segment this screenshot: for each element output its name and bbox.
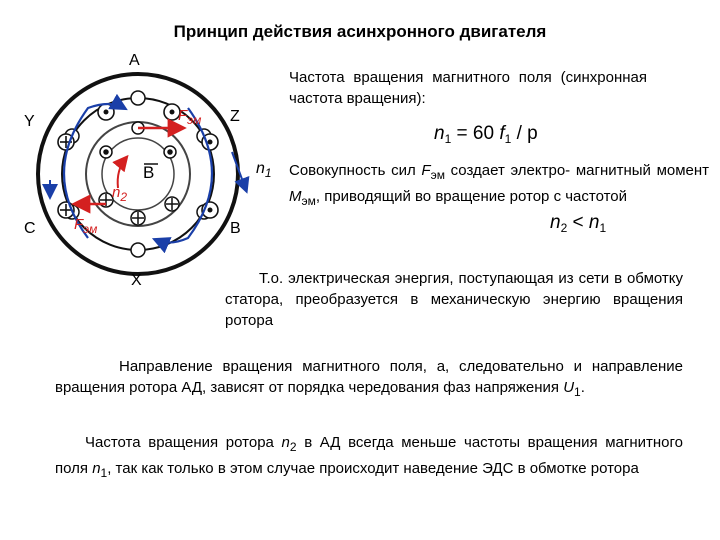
label-n1: $n_1$ [256, 160, 272, 180]
sync-frequency-text: Частота вращения магнитного поля (синхронная частота вращения): [289, 69, 647, 107]
label-B-phase: B [230, 220, 241, 237]
label-F-bottom: $F_{эм}$ [74, 216, 98, 236]
label-field-vector: B [143, 163, 155, 182]
label-Y: Y [24, 113, 35, 130]
label-n2: $n_2$ [112, 184, 128, 204]
label-F-top: $F_{эм}$ [178, 107, 202, 127]
energy-conversion-text: Т.о. электрическая энергия, поступающая из сети в обмотку статора, преобразуется в механическую энергию вращения ротора [225, 270, 683, 329]
label-Z: Z [230, 108, 240, 125]
label-A: A [129, 52, 140, 69]
torque-text: Совокупность сил $F_{эм}$ создает электро- магнитный момент $M_{эм}$, приводящий во вращение ротор с частотой [289, 162, 710, 208]
rotor-speed-inequality: $n_2 < n_1$ [550, 212, 607, 235]
stator-cross-slots [58, 134, 74, 218]
sync-frequency-formula: $n_1 = 60$ $f_1$ / p [434, 123, 538, 146]
paragraph-rotor-slip: Частота вращения ротора $n_2$ в АД всегда меньше частоты вращения магнитного поля $n_1$, так как только в этом случае происходит наведение ЭДС в обмотке ротора [55, 434, 684, 480]
paragraph-rotation-direction: Направление вращения магнитного поля, а, следовательно и направление вращения ротора АД, зависят от порядка чередования фаз напряжения $U_1$. [55, 358, 683, 399]
label-C: C [24, 220, 36, 237]
label-X: X [131, 272, 142, 289]
page-title: Принцип действия асинхронного двигателя [173, 22, 547, 41]
